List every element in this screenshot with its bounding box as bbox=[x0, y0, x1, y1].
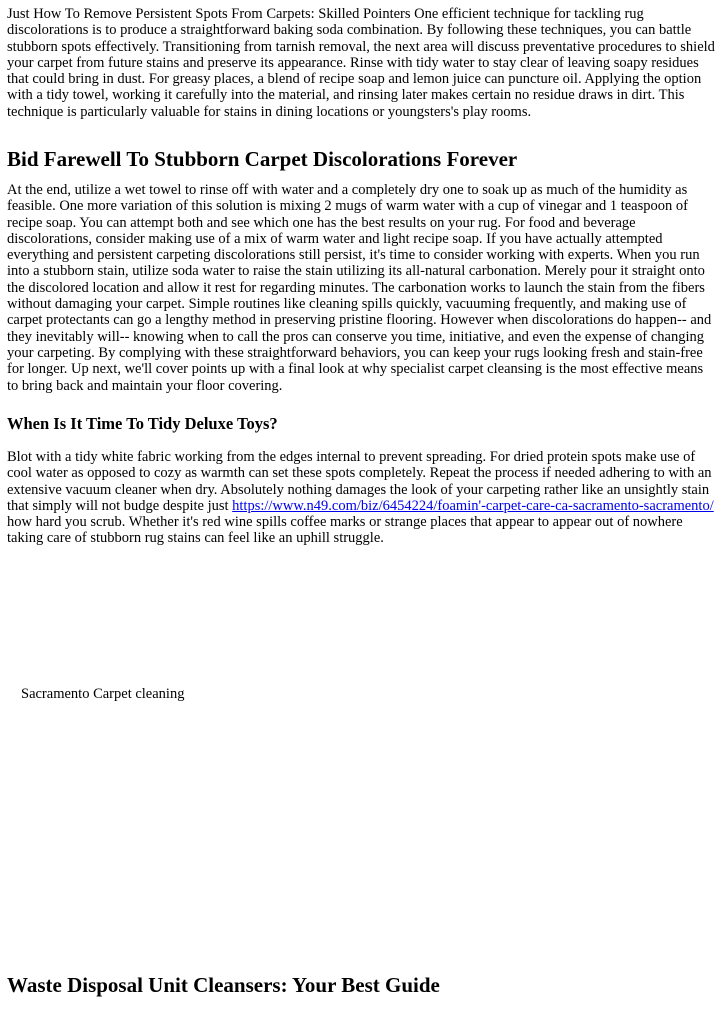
business-listing-link[interactable]: https://www.n49.com/biz/6454224/foamin'-carpet-care-ca-sacramento-sacramento/ bbox=[232, 497, 714, 514]
section-paragraph-stubborn-discolorations: At the end, utilize a wet towel to rinse off with water and a completely dry one to soak up as much of the humidity as feasible. One more variation of this solution is mixing 2 mugs of warm water with a cup of vinegar and 1 teaspoon of recipe soap. You can attempt both and see which one has the best results on your rug. For food and beverage discolorations, consider making use of a mix of warm water and light recipe soap. If you have actually attempted everything and persistent carpeting discolorations still persist, it's time to consider working with experts. When you run into a stubborn stain, utilize soda water to raise the stain utilizing its all-natural carbonation. Merely pour it straight onto the discolored location and allow it rest for regarding minutes. The carbonation works to launch the stain from the fibers without damaging your carpet. Simple routines like cleaning spills quickly, vacuuming frequently, and making use of carpet protectants can go a lengthy method in preserving pristine flooring. However when discolorations do happen-- and they inevitably will-- knowing when to call the pros can conserve you time, initiative, and even the expense of changing your carpeting. By complying with these straightforward behaviors, you can keep your rugs looking fresh and stain-free for longer. Up next, we'll cover points up with a final look at why specialist carpet cleansing is the most effective means to bring back and maintain your floor covering. bbox=[7, 182, 712, 394]
paragraph-text-before-link: Blot with a tidy white fabric working from the edges internal to prevent spreading. For dried protein spots make use of cool water as opposed to cozy as warmth can set these spots completely. Repeat the process if needed adhering to with an extensive vacuum cleaner when dry. Absolutely nothing damages the look of your carpeting rather like an unsightly stain that simply will not budge despite just bbox=[7, 449, 712, 514]
embedded-map-caption: Sacramento Carpet cleaning bbox=[21, 686, 185, 702]
intro-paragraph: Just How To Remove Persistent Spots From Carpets: Skilled Pointers One efficient technique for tackling rug discolorations is to produce a straightforward baking soda combination. By following these techniques, you can battle stubborn spots effectively. Transitioning from tarnish removal, the next area will discuss preventative procedures to shield your carpet from future stains and preserve its appearance. Rinse with tidy water to stay clear of leaving soapy residues that could bring in dust. For greasy places, a blend of recipe soap and lemon juice can puncture oil. Applying the option with a tidy towel, working it carefully into the material, and rinsing later makes certain no residue draws in dirt. This technique is particularly valuable for stains in dining locations or youngsters's play rooms. bbox=[7, 6, 715, 120]
section-paragraph-deluxe-toys bbox=[7, 449, 715, 547]
paragraph-text-after-link: how hard you scrub. Whether it's red wine spills coffee marks or strange places that appear to appear out of nowhere taking care of stubborn rug stains can feel like an uphill struggle. bbox=[7, 514, 683, 547]
section-heading-waste-disposal: Waste Disposal Unit Cleansers: Your Best Guide bbox=[7, 973, 440, 997]
section-heading-stubborn-discolorations: Bid Farewell To Stubborn Carpet Discolorations Forever bbox=[7, 147, 518, 171]
section-heading-deluxe-toys: When Is It Time To Tidy Deluxe Toys? bbox=[7, 414, 278, 433]
